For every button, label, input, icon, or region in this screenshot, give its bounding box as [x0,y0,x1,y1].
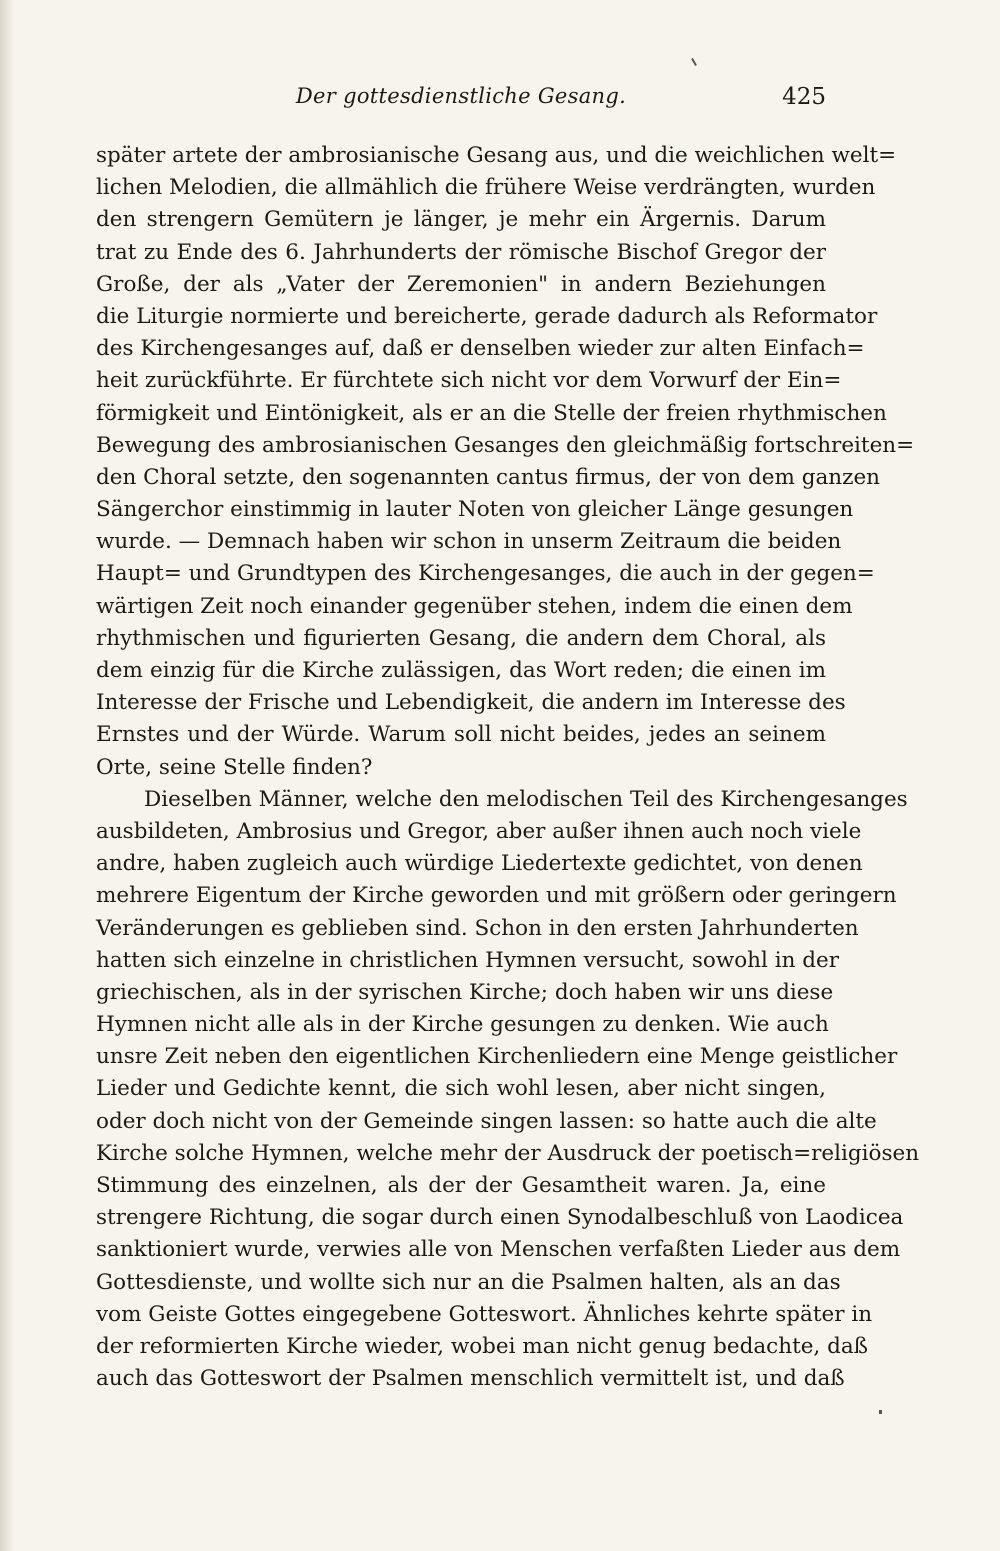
text-line: hatten sich einzelne in christlichen Hymnen versucht, sowohl in der [96,947,840,973]
text-line: wurde. — Demnach haben wir schon in unserm Zeitraum die beiden [96,529,842,555]
text-line: Dieselben Männer, welche den melodischen Teil des Kirchengesanges [144,786,908,812]
text-line: Gottesdienste, und wollte sich nur an die Psalmen halten, als an das [96,1269,841,1295]
text-line: mehrere Eigentum der Kirche geworden und mit größern oder geringern [96,883,897,909]
text-line: andre, haben zugleich auch würdige Liedertexte gedichtet, von denen [96,851,863,877]
text-line: oder doch nicht von der Gemeinde singen lassen: so hatte auch die alte [96,1108,877,1134]
text-line: des Kirchengesanges auf, daß er denselben wieder zur alten Einfach= [96,336,865,362]
text-line: Stimmung des einzelnen, als der der Gesamtheit waren. Ja, eine [96,1173,826,1198]
text-line: die Liturgie normierte und bereicherte, gerade dadurch als Reformator [96,303,878,329]
ink-speck [691,58,697,66]
text-line: später artete der ambrosianische Gesang aus, und die weichlichen welt= [96,143,897,168]
text-line: den Choral setzte, den sogenannten cantus firmus, der von dem ganzen [96,464,881,490]
text-line: förmigkeit und Eintönigkeit, als er an die Stelle der freien rhythmischen [96,400,887,426]
ink-speck [879,1410,882,1414]
text-line: der reformierten Kirche wieder, wobei man nicht genug bedachte, daß [96,1333,869,1359]
text-line: Sängerchor einstimmig in lauter Noten von gleicher Länge gesungen [96,497,854,523]
text-line: Große, der als „Vater der Zeremonien" in andern Beziehungen [96,271,826,297]
text-line: Hymnen nicht alle als in der Kirche gesungen zu denken. Wie auch [96,1012,829,1038]
text-line: Haupt= und Grundtypen des Kirchengesanges, die auch in der gegen= [96,561,875,587]
page-gutter-shadow [0,0,14,1551]
text-line: Lieder und Gedichte kennt, die sich wohl lesen, aber nicht singen, [96,1076,826,1102]
text-line: Interesse der Frische und Lebendigkeit, die andern im Interesse des [96,690,846,716]
text-line: trat zu Ende des 6. Jahrhunderts der römische Bischof Gregor der [96,239,826,265]
page-number: 425 [782,84,826,110]
text-line: sanktioniert wurde, verwies alle von Menschen verfaßten Lieder aus dem [96,1237,901,1263]
text-line: auch das Gotteswort der Psalmen menschlich vermittelt ist, und daß [96,1366,845,1392]
body-text [96,140,920,1395]
text-line: lichen Melodien, die allmählich die frühere Weise verdrängten, wurden [96,175,876,201]
text-line: wärtigen Zeit noch einander gegenüber stehen, indem die einen dem [96,593,853,619]
text-line: vom Geiste Gottes eingegebene Gotteswort. Ähnliches kehrte später in [96,1301,873,1327]
text-line: strengere Richtung, die sogar durch einen Synodalbeschluß von Laodicea [96,1205,904,1231]
running-title: Der gottesdienstliche Gesang. [295,84,627,108]
text-line: unsre Zeit neben den eigentlichen Kirchenliedern eine Menge geistlicher [96,1044,898,1070]
text-line: Ernstes und der Würde. Warum soll nicht beides, jedes an seinem [96,722,826,748]
text-line: rhythmischen und figurierten Gesang, die andern dem Choral, als [96,625,826,651]
text-line: den strengern Gemütern je länger, je mehr ein Ärgernis. Darum [96,207,826,233]
text-line: Bewegung des ambrosianischen Gesanges den gleichmäßig fortschreiten= [96,432,915,458]
text-line: dem einzig für die Kirche zulässigen, das Wort reden; die einen im [96,658,826,683]
paragraph-2 [96,784,920,1396]
page-header [96,84,826,120]
paragraph-1 [96,140,915,784]
text-line: ausbildeten, Ambrosius und Gregor, aber außer ihnen auch noch viele [96,818,862,844]
text-line: Orte, seine Stelle finden? [96,754,373,780]
text-line: griechischen, als in der syrischen Kirche; doch haben wir uns diese [96,979,834,1005]
text-line: Kirche solche Hymnen, welche mehr der Ausdruck der poetisch=religiösen [96,1140,920,1166]
text-line: Veränderungen es geblieben sind. Schon in den ersten Jahrhunderten [96,915,859,941]
text-line: heit zurückführte. Er fürchtete sich nicht vor dem Vorwurf der Ein= [96,368,842,394]
